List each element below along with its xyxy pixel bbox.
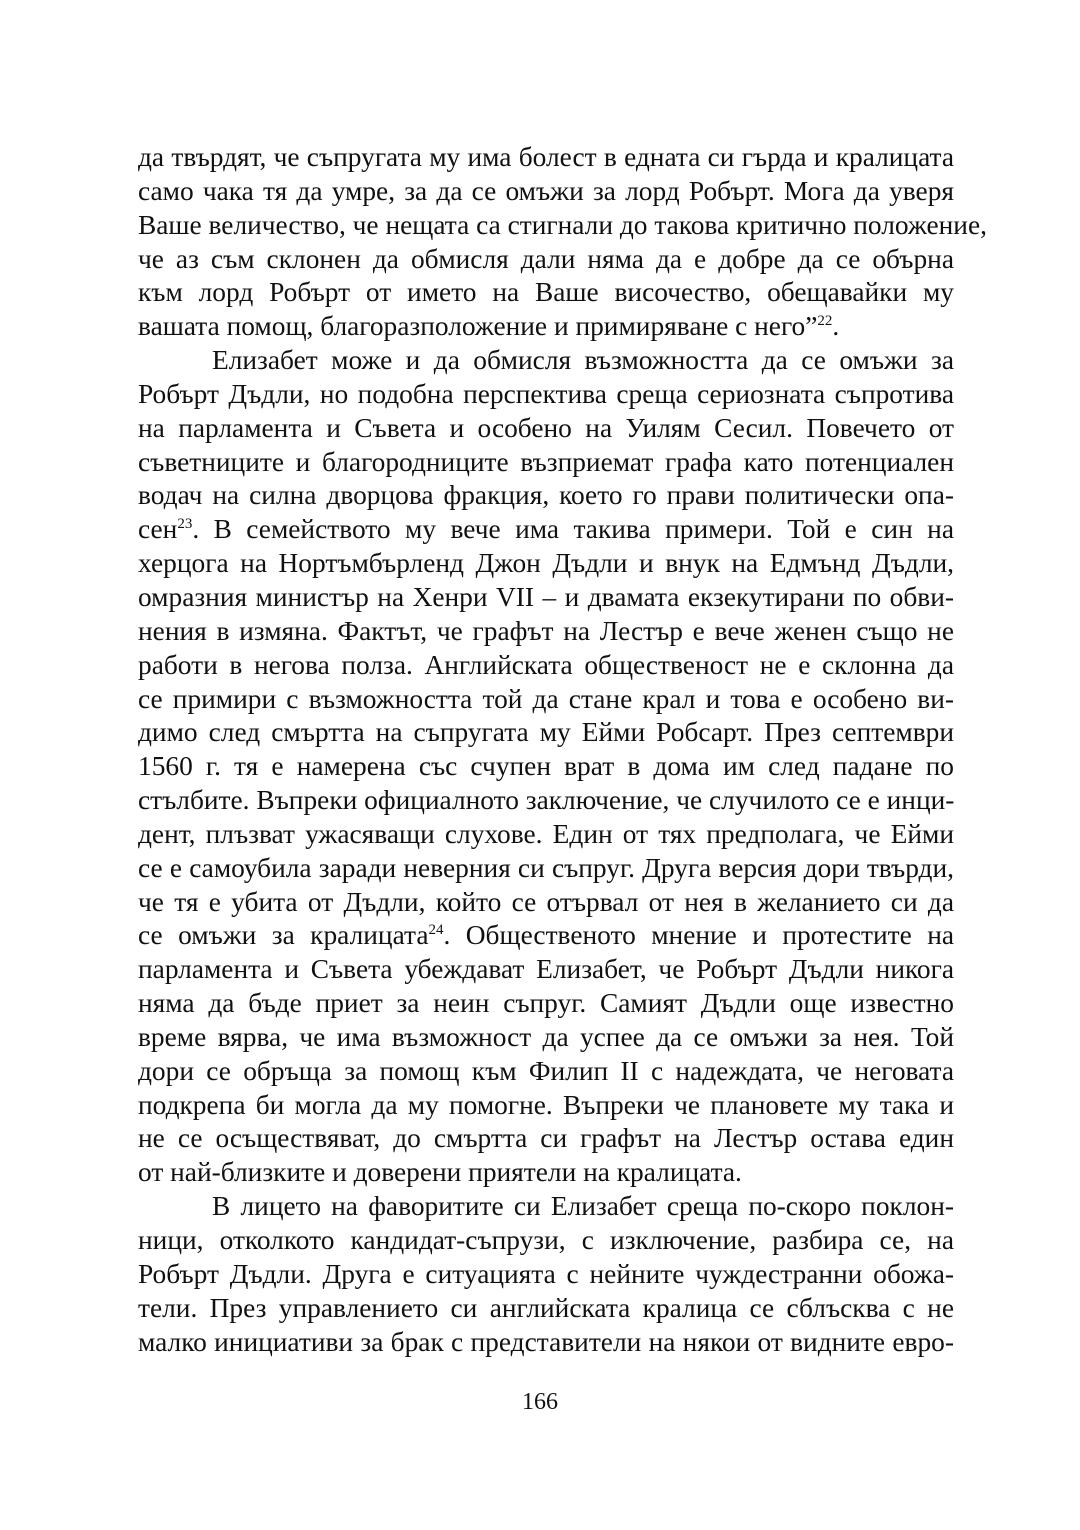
text-line: водач на силна дворцова фракция, което го прави политически опа- — [138, 480, 954, 511]
page-body — [138, 141, 987, 1359]
text-line: подкрепа би могла да му помогне. Въпреки че плановете му така и — [138, 1089, 954, 1120]
text-line: че тя е убита от Дъдли, който се отървал от нея в желанието си да — [138, 886, 954, 917]
text-line: съветниците и благородниците възприемат графа като потенциален — [138, 446, 954, 477]
text-line: вашата помощ, благоразположение и примиряване с него”$^{22}$. — [138, 311, 840, 342]
text-line: се примири с възможността той да стане крал и това е особено ви- — [138, 683, 954, 714]
text-line: ници, отколкото кандидат-съпрузи, с изключение, разбира се, на — [138, 1225, 954, 1255]
text-line: димо след смъртта на съпругата му Ейми Робсарт. През септември — [138, 717, 954, 748]
text-line: дори се обръща за помощ към Филип II с надеждата, че неговата — [138, 1055, 954, 1086]
text-line: от най-близките и доверени приятели на кралицата. — [138, 1157, 742, 1188]
paragraph-3 — [138, 1190, 954, 1359]
text-line: се омъжи за кралицата$^{24}$. Общественото мнение и протестите на — [138, 920, 955, 951]
text-line: на парламента и Съвета и особено на Уилям Сесил. Повечето от — [138, 412, 954, 443]
text-line: да твърдят, че съпругата му има болест в едната си гърда и кралицата — [138, 142, 954, 172]
paragraph-2 — [138, 344, 954, 1190]
text-line: сен$^{23}$. В семейството му вече има такива примери. Той е син на — [138, 514, 954, 545]
text-line: се е самоубила заради неверния си съпруг. Друга версия дори твърди, — [138, 852, 954, 883]
text-line: тели. През управлението си английската кралица се сблъсква с не — [138, 1292, 954, 1323]
text-line: Робърт Дъдли, но подобна перспектива среща сериозната съпротива — [138, 378, 954, 409]
text-line: В лицето на фаворитите си Елизабет среща по-скоро поклон- — [212, 1191, 954, 1222]
text-line: не се осъществяват, до смъртта си графът на Лестър остава един — [138, 1123, 954, 1154]
text-line: 1560 г. тя е намерена със счупен врат в дома им след падане по — [138, 751, 954, 782]
footnote-ref-23[interactable]: 23 — [177, 516, 193, 533]
text-line: време вярва, че има възможност да успее да се омъжи за нея. Той — [138, 1021, 954, 1052]
footnote-ref-24[interactable]: 24 — [428, 922, 444, 939]
page-number: 166 — [522, 1389, 558, 1415]
text-line: стълбите. Въпреки официалното заключение, че случилото се е инци- — [138, 785, 955, 816]
text-line: Елизабет може и да обмисля възможността да се омъжи за — [212, 345, 954, 376]
text-line: няма да бъде приет за неин съпруг. Самият Дъдли още известно — [138, 988, 954, 1019]
footnote-ref-22[interactable]: 22 — [817, 313, 833, 330]
text-line: само чака тя да умре, за да се омъжи за лорд Робърт. Мога да уверя — [138, 175, 954, 206]
text-line: херцога на Нортъмбърленд Джон Дъдли и внук на Едмънд Дъдли, — [138, 548, 954, 579]
paragraph-1 — [138, 141, 987, 344]
text-line: че аз съм склонен да обмисля дали няма да е добре да се обърна — [138, 243, 954, 274]
text-line: работи в негова полза. Английската общественост не е склонна да — [138, 649, 954, 680]
text-line: Ваше величество, че нещата са стигнали до такова критично положение, — [138, 209, 987, 240]
text-line: към лорд Робърт от името на Ваше височество, обещавайки му — [138, 277, 954, 308]
text-line: парламента и Съвета убеждават Елизабет, че Робърт Дъдли никога — [138, 954, 954, 985]
text-line: Робърт Дъдли. Друга е ситуацията с нейните чуждестранни обожа- — [138, 1258, 954, 1289]
text-line: нения в измяна. Фактът, че графът на Лестър е вече женен също не — [138, 615, 954, 646]
text-line: малко инициативи за брак с представители на някои от видните евро- — [138, 1326, 954, 1357]
text-line: дент, плъзват ужасяващи слухове. Един от тях предполага, че Ейми — [138, 818, 954, 849]
text-line: омразния министър на Хенри VII – и двамата екзекутирани по обви- — [138, 581, 954, 612]
